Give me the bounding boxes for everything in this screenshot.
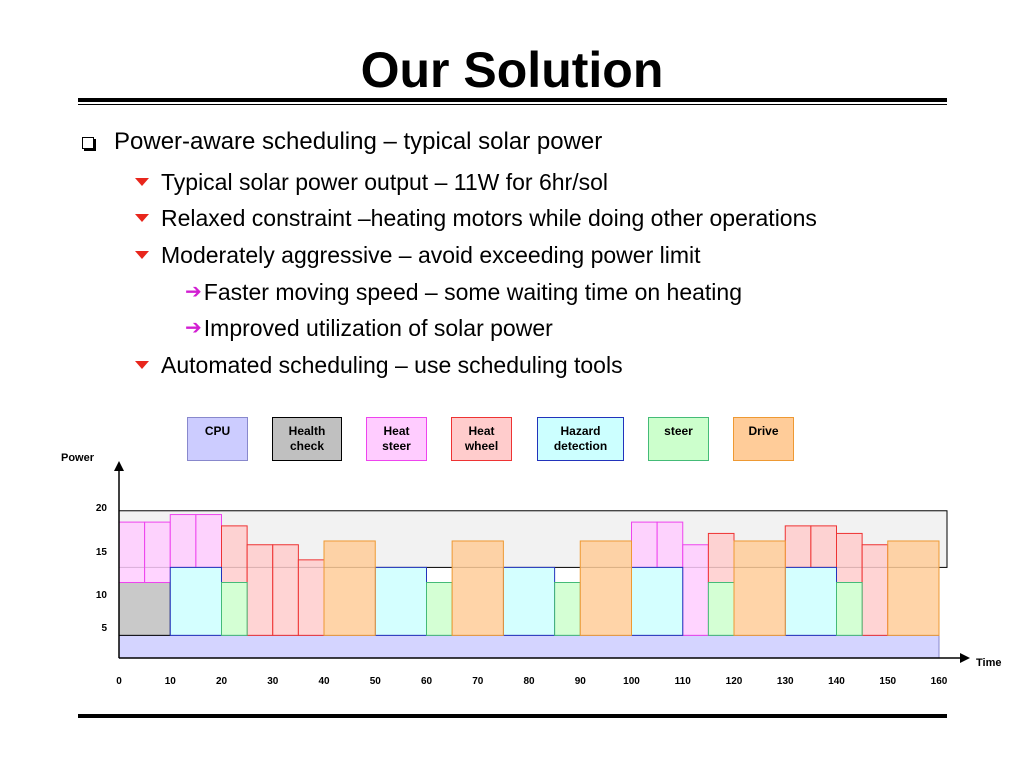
x-tick-label: 30 xyxy=(267,676,279,687)
legend-label: Hazard xyxy=(560,424,601,438)
x-tick-label: 20 xyxy=(215,676,228,687)
legend-label: Heat xyxy=(468,424,495,438)
y-axis-label: Power xyxy=(61,452,95,464)
segment-heat_wheel xyxy=(247,545,273,636)
segment-steer xyxy=(222,583,248,636)
x-tick-label: 110 xyxy=(674,676,691,687)
legend-label: Health xyxy=(288,424,326,438)
segment-drive xyxy=(734,541,785,635)
segment-hazard xyxy=(375,567,426,635)
segment-heat_wheel xyxy=(785,526,811,568)
arrow-bullet-icon: ➔ xyxy=(185,317,202,339)
x-tick-label: 80 xyxy=(523,676,535,687)
x-tick-label: 50 xyxy=(369,676,381,687)
segment-heat_steer xyxy=(145,522,171,582)
legend-label: detection xyxy=(553,439,608,453)
segment-drive xyxy=(452,541,503,635)
segment-drive xyxy=(324,541,375,635)
segment-steer xyxy=(837,583,863,636)
segment-heat_steer xyxy=(196,515,222,568)
segment-heat_wheel xyxy=(273,545,299,636)
x-tick-label: 120 xyxy=(725,676,743,687)
x-tick-label: 90 xyxy=(574,676,586,687)
y-tick-label: 10 xyxy=(95,590,107,601)
x-tick-label: 130 xyxy=(776,676,794,687)
x-tick-label: 60 xyxy=(420,676,433,687)
y-axis-arrow-icon xyxy=(114,461,124,471)
bullet-text: Faster moving speed – some waiting time on heating xyxy=(203,279,742,305)
segment-heat_steer xyxy=(683,545,709,636)
bullet-text: Typical solar power output – 11W for 6hr/sol xyxy=(161,169,609,195)
segment-heat_wheel xyxy=(837,533,863,582)
bullet-text: Improved utilization of solar power xyxy=(203,315,553,341)
segment-hazard xyxy=(632,567,683,635)
legend-label: wheel xyxy=(464,439,499,453)
legend-label: Heat xyxy=(383,424,410,438)
x-tick-label: 100 xyxy=(623,676,640,687)
legend-label: check xyxy=(289,439,325,453)
segment-heat_steer xyxy=(170,515,196,568)
y-tick-label: 15 xyxy=(95,547,107,558)
segment-cpu xyxy=(119,635,939,658)
x-axis-arrow-icon xyxy=(960,653,970,663)
x-tick-label: 140 xyxy=(828,676,845,687)
x-tick-label: 160 xyxy=(930,676,948,687)
segment-heat_wheel xyxy=(862,545,888,636)
arrow-bullet-icon: ➔ xyxy=(185,281,202,303)
bullet-text: Relaxed constraint –heating motors while doing other operations xyxy=(161,205,817,231)
segment-hazard xyxy=(503,567,554,635)
legend-label: steer xyxy=(664,424,693,438)
segment-heat_steer xyxy=(657,522,683,567)
segment-steer xyxy=(427,583,453,636)
bullet-text: Automated scheduling – use scheduling tools xyxy=(161,352,623,378)
legend-label: Drive xyxy=(748,424,779,438)
x-tick-label: 10 xyxy=(164,676,176,687)
legend-label: CPU xyxy=(204,424,231,438)
y-tick-label: 20 xyxy=(95,503,107,514)
segment-heat_steer xyxy=(119,522,145,582)
segment-heat_wheel xyxy=(298,560,324,636)
x-tick-label: 40 xyxy=(318,676,330,687)
segment-health xyxy=(119,583,170,636)
bullet-text: Moderately aggressive – avoid exceeding power limit xyxy=(161,242,701,268)
x-tick-label: 0 xyxy=(116,676,122,687)
segment-drive xyxy=(580,541,631,635)
x-tick-label: 150 xyxy=(879,676,897,687)
segment-steer xyxy=(555,583,581,636)
segment-steer xyxy=(708,583,734,636)
bullet-text: Power-aware scheduling – typical solar power xyxy=(114,128,603,155)
segment-heat_wheel xyxy=(708,533,734,582)
bottom-divider xyxy=(78,714,947,718)
segment-drive xyxy=(888,541,939,635)
x-axis-label: Time xyxy=(976,657,1002,669)
legend-label: steer xyxy=(382,439,411,453)
slide-title: Our Solution xyxy=(360,42,664,98)
segment-hazard xyxy=(785,567,836,635)
segment-heat_steer xyxy=(632,522,658,567)
segment-heat_wheel xyxy=(222,526,248,583)
segment-heat_wheel xyxy=(811,526,837,568)
x-tick-label: 70 xyxy=(472,676,484,687)
segment-hazard xyxy=(170,567,221,635)
y-tick-label: 5 xyxy=(101,623,107,634)
